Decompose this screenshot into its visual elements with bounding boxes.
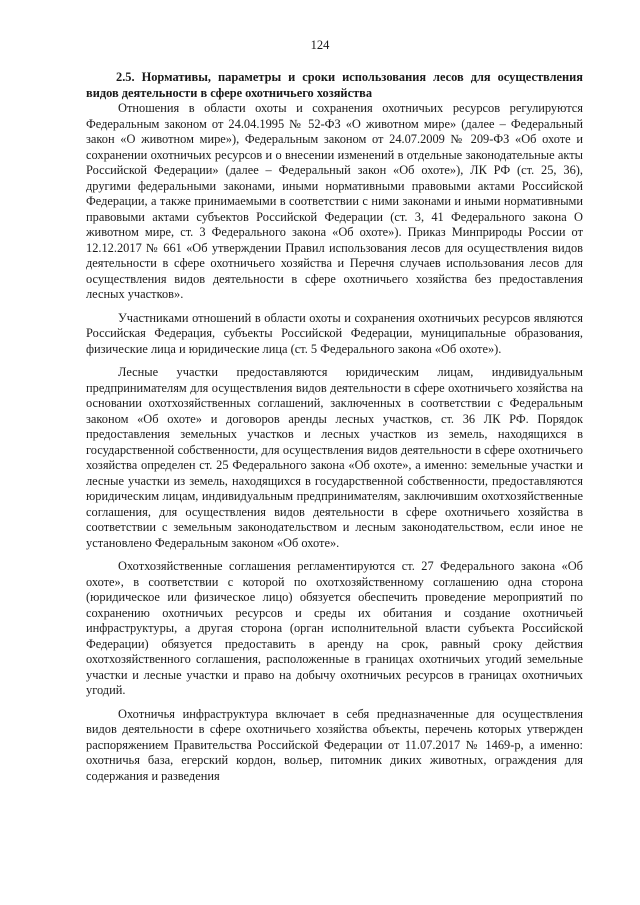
section-heading: 2.5. Нормативы, параметры и сроки использования лесов для осуществления видов деятельности в сфере охотничьего хозяйства — [86, 70, 583, 100]
paragraph: Охотничья инфраструктура включает в себя предназначенные для осуществления видов деятельности в сфере охотничьего хозяйства объекты, перечень которых утвержден распоряжением Правительства Российской Федерации от 11.07.2017 № 1469-р, а именно: охотничья база, егерский кордон, вольер, питомник диких животных, ограждения для содержания и разведения — [86, 706, 583, 783]
paragraph: Участниками отношений в области охоты и сохранения охотничьих ресурсов являются Российская Федерация, субъекты Российской Федерации, муниципальные образования, физические лица и юридические лица (ст. 5 Федерального закона «Об охоте»). — [86, 310, 583, 356]
page-number: 124 — [310, 38, 330, 52]
section-body — [86, 70, 583, 792]
paragraph: Отношения в области охоты и сохранения охотничьих ресурсов регулируются Федеральным законом от 24.04.1995 № 52-ФЗ «О животном мире» (далее – Федеральный закон «О животном мире»), Федеральным законом от 24.07.2009 № 209-ФЗ «Об охоте и сохранении охотничьих ресурсов и о внесении изменений в отдельные законодательные акты Российской Федерации» (далее – Федеральный закон «Об охоте»), ЛК РФ (ст. 25, 36), другими федеральными законами, иными нормативными правовыми актами Российской Федерации, а также принимаемыми в соответствии с ними законами и иными нормативными правовыми актами субъектов Российской Федерации (ст. 3, 41 Федерального закона О животном мире, ст. 3 Федерального закона «Об охоте»). Приказ Минприроды России от 12.12.2017 № 661 «Об утверждении Правил использования лесов для осуществления видов деятельности в сфере охотничьего хозяйства и Перечня случаев использования лесов для осуществления видов деятельности в сфере охотничьего хозяйства без предоставления лесных участков». — [86, 101, 583, 301]
paragraph: Охотхозяйственные соглашения регламентируются ст. 27 Федерального закона «Об охоте», в соответствии с которой по охотхозяйственному соглашению одна сторона (юридическое или физическое лицо) обязуется обеспечить проведение мероприятий по сохранению охотничьих ресурсов и среды их обитания и создание охотничьей инфраструктуры, а другая сторона (орган исполнительной власти субъекта Российской Федерации) обязуется предоставить в аренду на срок, равный сроку действия охотхозяйственного соглашения, расположенные в границах охотничьих угодий земельные участки и лесные участки и право на добычу охотничьих ресурсов в границах охотничьих угодий. — [86, 559, 583, 697]
paragraph: Лесные участки предоставляются юридическим лицам, индивидуальным предпринимателям для осуществления видов деятельности в сфере охотничьего хозяйства на основании охотхозяйственных соглашений, заключенных в соответствии с Федеральным законом «Об охоте» и договоров аренды лесных участков, ст. 36 ЛК РФ. Порядок предоставления земельных участков и лесных участков из земель, находящихся в государственной собственности, для осуществления видов деятельности в сфере охотничьего хозяйства определен ст. 25 Федерального закона «Об охоте», а именно: земельные участки и лесные участки из земель, находящихся в государственной собственности, предоставляются юридическим лицам, индивидуальным предпринимателям, заключившим охотхозяйственные соглашения, для осуществления видов деятельности в сфере охотничьего хозяйства в соответствии с земельным законодательством и лесным законодательством, если иное не установлено Федеральным законом «Об охоте». — [86, 365, 583, 550]
